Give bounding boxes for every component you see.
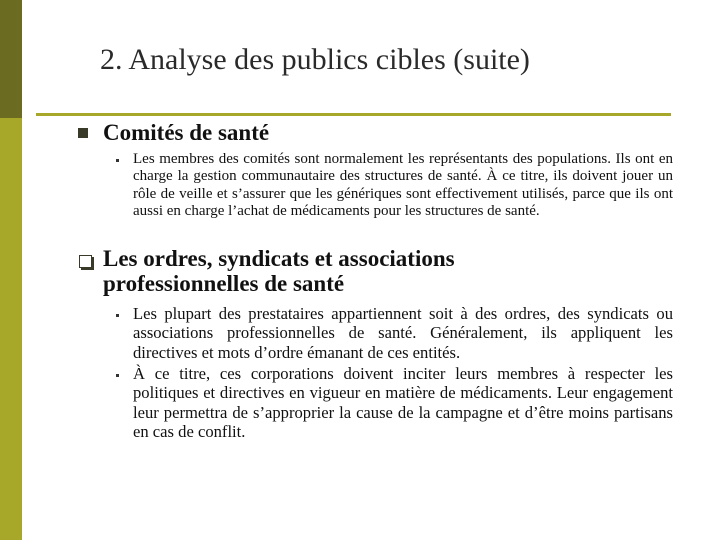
bullet-dot-icon [116, 159, 119, 162]
paragraph-corporations: À ce titre, ces corporations doivent inciter leurs membres à respecter les politiques et directives en vigueur en matière de médicaments. Leur engagement leur permettra de s’approprier la cause de la campagne et d’être moins partisans en cas de conflit. [133, 364, 673, 441]
sidebar-accent-top [0, 0, 22, 118]
title-divider [36, 113, 671, 116]
paragraph-comites: Les membres des comités sont normalement les représentants des populations. Ils ont en charge la gestion communautaire des structures de santé. À ce titre, ils doivent jouer un rôle de veille et s’assurer que les génériques sont effectivement utilisés, parce que ils ont aussi en charge l’achat de médicaments pour les structures de santé. [133, 151, 673, 220]
square-bullet-icon [78, 128, 88, 138]
bullet-dot-icon [116, 314, 119, 317]
checkbox-bullet-icon [79, 255, 92, 268]
section-heading-ordres-line1: Les ordres, syndicats et associations [103, 246, 455, 271]
paragraph-prestataires: Les plupart des prestataires appartiennent soit à des ordres, des syndicats ou associations professionnelles de santé. Généralement, ils appliquent les directives et mots d’ordre émanant de ces entités. [133, 304, 673, 362]
slide-title: 2. Analyse des publics cibles (suite) [100, 43, 530, 76]
bullet-dot-icon [116, 374, 119, 377]
sidebar-accent-bottom [0, 118, 22, 540]
section-heading-comites: Comités de santé [103, 120, 270, 145]
section-heading-ordres-line2: professionnelles de santé [103, 271, 345, 296]
